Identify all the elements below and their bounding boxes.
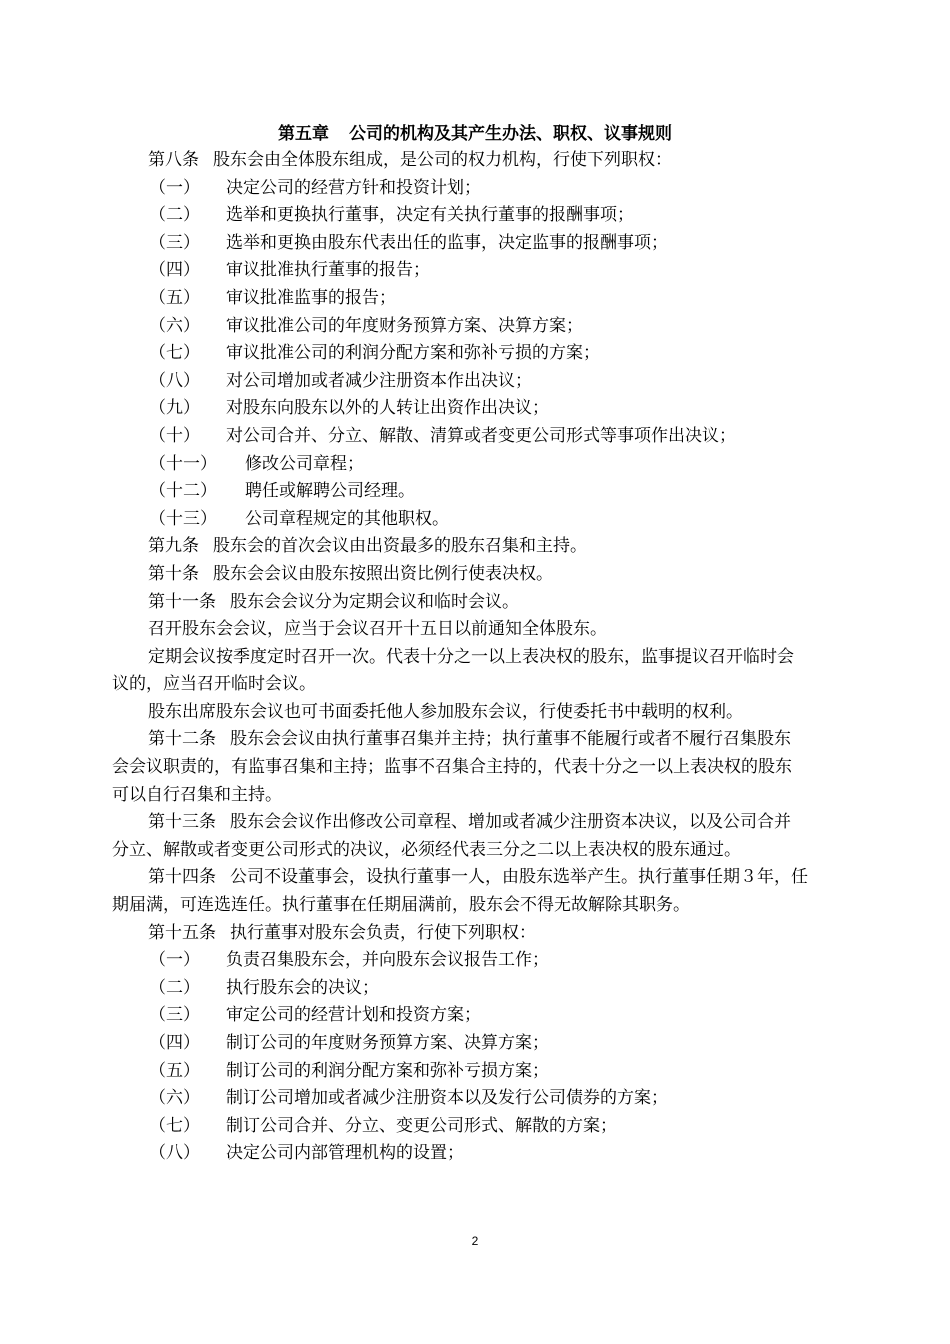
chapter-heading-text: 公司的机构及其产生办法、职权、议事规则 (349, 124, 672, 144)
article-10 (112, 561, 872, 589)
item-text: 对股东向股东以外的人转让出资作出决议； (226, 398, 549, 419)
item-number: （八） (149, 1143, 200, 1164)
article-label: 第八条 (148, 150, 199, 170)
item-number: （五） (149, 1060, 200, 1081)
article-11 (112, 589, 872, 617)
item-text: 制订公司的年度财务预算方案、决算方案； (226, 1033, 549, 1053)
item-text: 修改公司章程； (245, 453, 364, 474)
article-label: 第十三条 (148, 812, 216, 833)
item-number: （七） (149, 1115, 200, 1136)
item-number: （十二） (149, 481, 217, 502)
list-item (112, 1140, 872, 1168)
item-number: （十三） (149, 508, 217, 529)
page-number: 2 (471, 1234, 479, 1248)
article-13 (112, 809, 872, 837)
item-text: 聘任或解聘公司经理。 (245, 481, 415, 502)
item-number: （一） (149, 950, 200, 971)
article-9 (112, 533, 872, 561)
list-item (112, 1002, 872, 1030)
item-text: 公司章程规定的其他职权。 (245, 508, 449, 529)
list-item (112, 506, 872, 534)
item-text: 对公司合并、分立、解散、清算或者变更公司形式等事项作出决议； (226, 425, 736, 446)
list-item (112, 285, 872, 313)
item-number: （一） (149, 177, 200, 198)
article-text: 股东会会议由执行董事召集并主持；执行董事不能履行或者不履行召集股东 (230, 729, 791, 750)
item-number: （四） (149, 1033, 200, 1053)
regular-meeting-line1: 定期会议按季度定时召开一次。代表十分之一以上表决权的股东，监事提议召开临时会 (148, 646, 794, 667)
item-number: （三） (149, 232, 200, 253)
item-number: （五） (149, 287, 200, 308)
article-text: 股东会会议作出修改公司章程、增加或者减少注册资本决议，以及公司合并 (230, 812, 791, 833)
article-label: 第十四条 (148, 867, 216, 888)
item-number: （九） (149, 398, 200, 419)
list-item (112, 451, 872, 479)
item-number: （二） (149, 205, 200, 226)
list-item (112, 395, 872, 423)
regular-meeting-line2: 议的，应当召开临时会议。 (112, 674, 316, 695)
item-number: （四） (149, 260, 200, 281)
notice-paragraph: 召开股东会会议，应当于会议召开十五日以前通知全体股东。 (148, 619, 607, 640)
item-number: （三） (149, 1005, 200, 1026)
article-label: 第十五条 (148, 922, 216, 943)
article-14-line2: 期届满，可连选连任。执行董事在任期届满前，股东会不得无故解除其职务。 (112, 895, 690, 916)
article-text: 股东会的首次会议由出资最多的股东召集和主持。 (213, 536, 587, 557)
list-item (112, 313, 872, 341)
item-number: （七） (149, 343, 200, 364)
article-text: 执行董事对股东会负责，行使下列职权： (230, 922, 536, 943)
item-text: 审议批准公司的利润分配方案和弥补亏损的方案； (226, 343, 600, 364)
article-12-line3: 可以自行召集和主持。 (112, 784, 282, 805)
article-label: 第十条 (148, 563, 199, 584)
list-item (112, 1085, 872, 1113)
article-label: 第十二条 (148, 729, 216, 750)
list-item (112, 175, 872, 203)
item-text: 对公司增加或者减少注册资本作出决议； (226, 370, 532, 391)
article-12-line2: 会会议职责的，有监事召集和主持；监事不召集合主持的，代表十分之一以上表决权的股东 (112, 757, 792, 778)
item-text: 执行股东会的决议； (226, 977, 379, 998)
list-item (112, 340, 872, 368)
list-item (112, 368, 872, 396)
article-text: 股东会会议由股东按照出资比例行使表决权。 (213, 563, 553, 584)
list-item (112, 947, 872, 975)
item-text: 决定公司内部管理机构的设置； (226, 1143, 464, 1164)
list-item (112, 1058, 872, 1086)
item-text: 审议批准执行董事的报告； (226, 260, 430, 281)
item-number: （十一） (149, 453, 217, 474)
item-text: 选举和更换执行董事，决定有关执行董事的报酬事项； (226, 205, 634, 226)
article-14 (112, 864, 872, 892)
item-text: 制订公司的利润分配方案和弥补亏损方案； (226, 1060, 549, 1081)
item-text: 制订公司合并、分立、变更公司形式、解散的方案； (226, 1115, 617, 1136)
list-item (112, 230, 872, 258)
chapter-number: 第五章 (278, 124, 329, 144)
article-15 (112, 920, 872, 948)
item-text: 制订公司增加或者减少注册资本以及发行公司债券的方案； (226, 1088, 668, 1109)
item-text: 审定公司的经营计划和投资方案； (226, 1005, 481, 1026)
item-number: （八） (149, 370, 200, 391)
list-item (112, 202, 872, 230)
article-8 (112, 147, 872, 175)
proxy-paragraph: 股东出席股东会议也可书面委托他人参加股东会议，行使委托书中载明的权利。 (148, 701, 743, 722)
article-text: 股东会由全体股东组成，是公司的权力机构，行使下列职权： (213, 150, 672, 170)
item-number: （六） (149, 1088, 200, 1109)
list-item (112, 1030, 872, 1058)
item-text: 决定公司的经营方针和投资计划； (226, 177, 481, 198)
document-body (112, 147, 872, 1168)
item-text: 选举和更换由股东代表出任的监事，决定监事的报酬事项； (226, 232, 668, 253)
list-item (112, 257, 872, 285)
item-number: （六） (149, 315, 200, 336)
item-text: 审议批准公司的年度财务预算方案、决算方案； (226, 315, 583, 336)
article-13-line2: 分立、解散或者变更公司形式的决议，必须经代表三分之二以上表决权的股东通过。 (112, 839, 741, 860)
item-text: 审议批准监事的报告； (226, 287, 396, 308)
list-item (112, 1113, 872, 1141)
item-number: （二） (149, 977, 200, 998)
item-number: （十） (149, 425, 200, 446)
list-item (112, 975, 872, 1003)
article-label: 第九条 (148, 536, 199, 557)
article-label: 第十一条 (148, 591, 216, 612)
item-text: 负责召集股东会，并向股东会议报告工作； (226, 950, 549, 971)
article-text: 股东会会议分为定期会议和临时会议。 (230, 591, 519, 612)
article-text: 公司不设董事会，设执行董事一人，由股东选举产生。执行董事任期３年，任 (230, 867, 808, 888)
list-item (112, 423, 872, 451)
chapter-title (0, 121, 950, 147)
article-12 (112, 726, 872, 754)
list-item (112, 478, 872, 506)
